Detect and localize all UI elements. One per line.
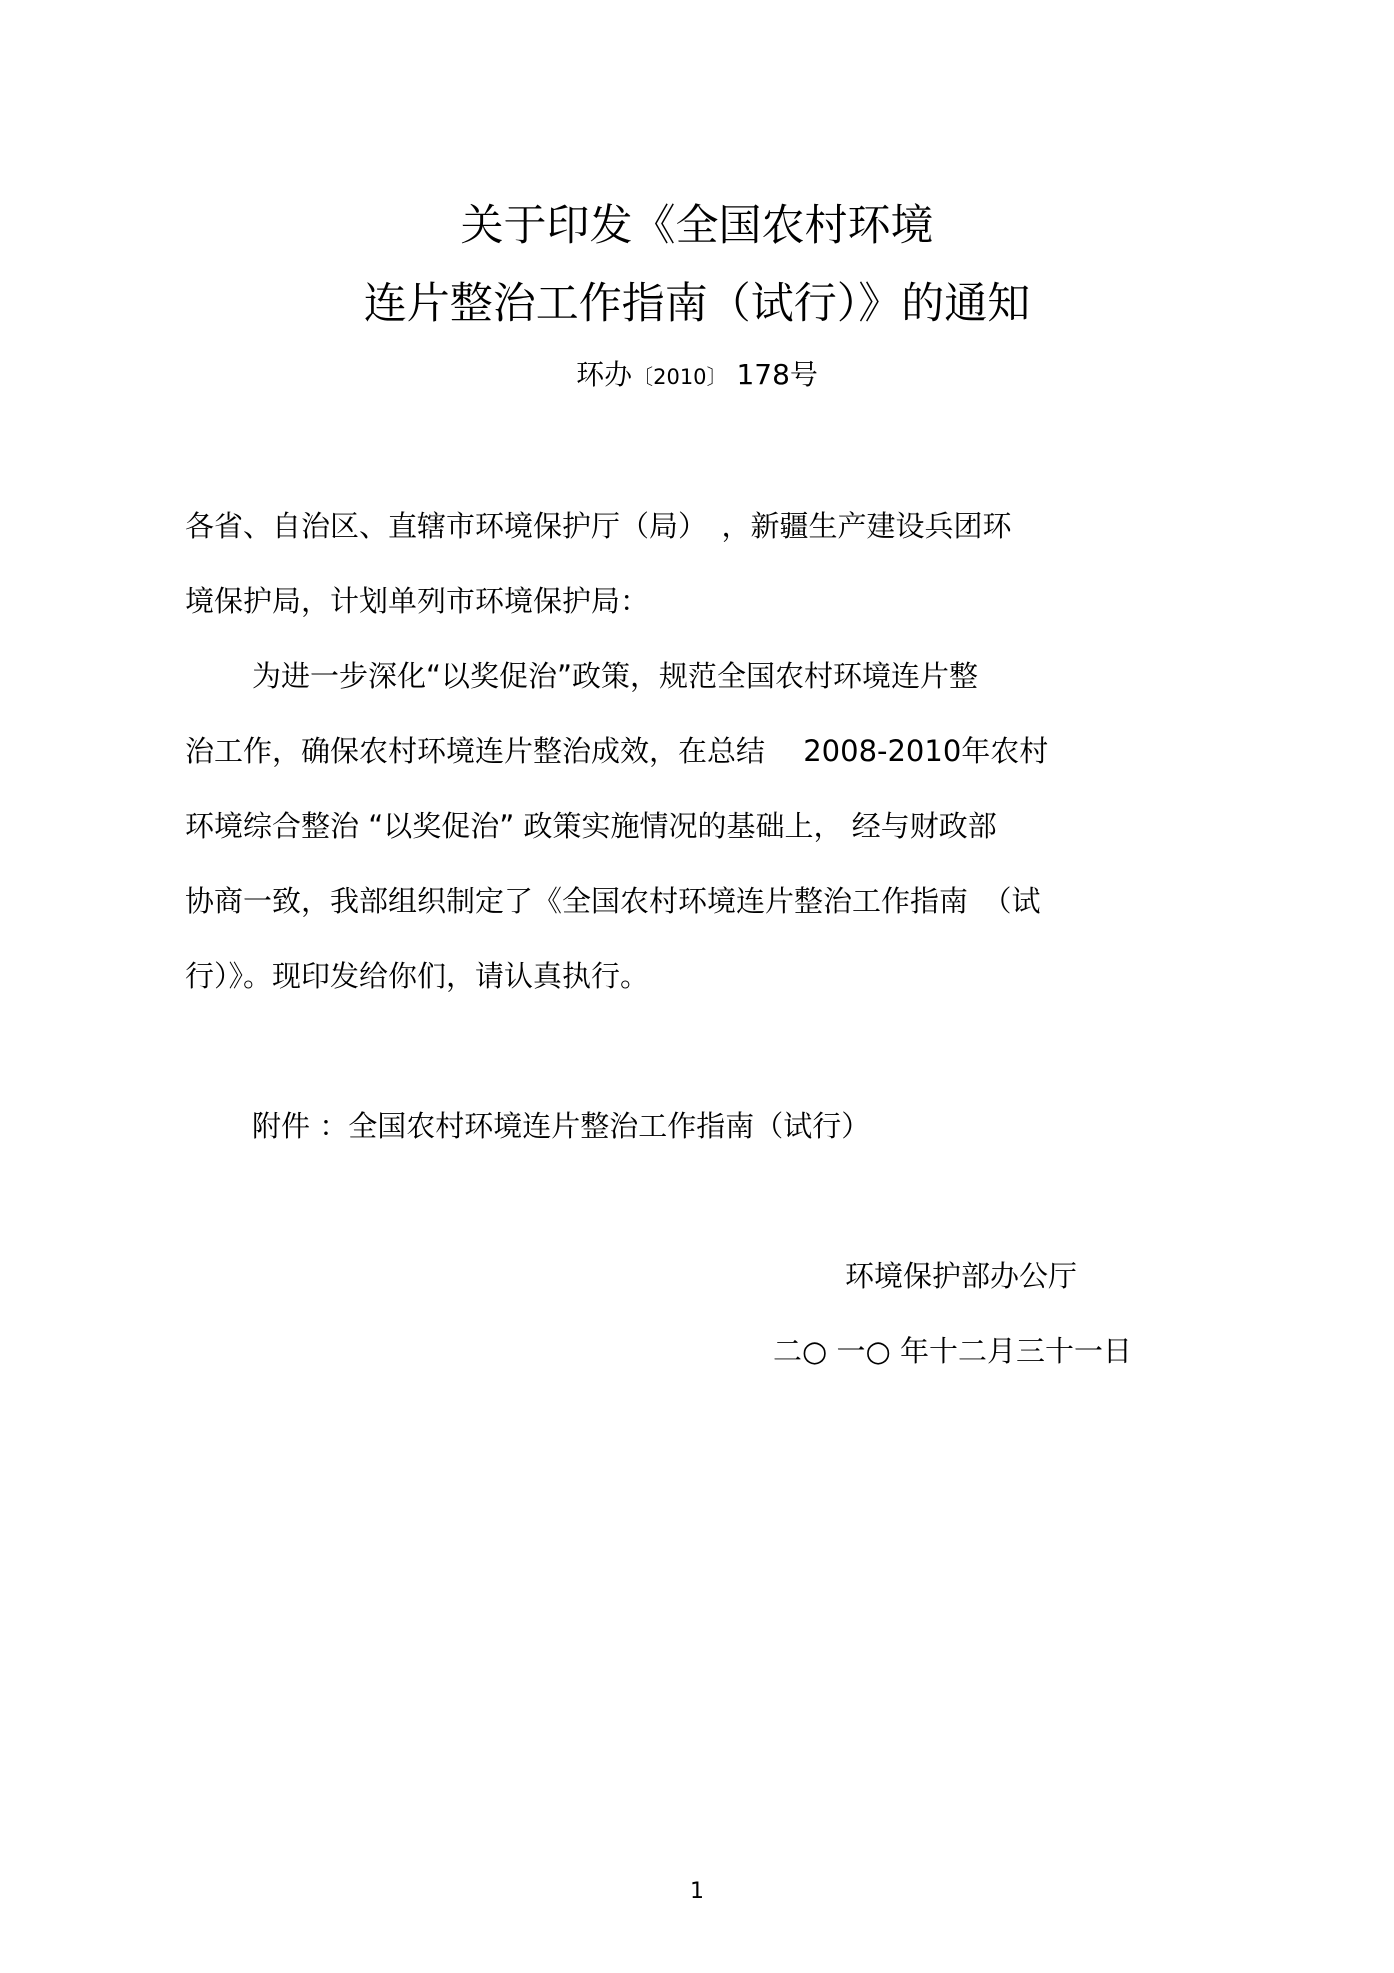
- document-title-line-1: 关于印发《全国农村环境: [460, 201, 934, 251]
- document-title-line-2: 连片整治工作指南（试行）》的通知: [363, 279, 1031, 329]
- body-paragraph-line-1: 为进一步深化“以奖促治”政策，规范全国农村环境连片整: [252, 659, 979, 693]
- doc-number-prefix: 环办: [576, 358, 633, 391]
- attachment-line: 附件 ：全国农村环境连片整治工作指南（试行）: [252, 1109, 871, 1143]
- recipients-line-1: 各省、自治区、直辖市环境保护厅（局） ，新疆生产建设兵团环: [185, 509, 1012, 543]
- body-paragraph-line-5: 行）》。现印发给你们，请认真执行。: [185, 959, 650, 993]
- doc-number-bracket-open: 〔: [632, 365, 654, 389]
- issuing-office: 环境保护部办公厅: [845, 1259, 1078, 1293]
- doc-number-bracket-close: 〕: [706, 365, 728, 389]
- body-paragraph-line-2: 治工作，确保农村环境连片整治成效，在总结 2008-2010年农村: [185, 734, 1049, 768]
- doc-number-year: 2010: [653, 365, 707, 389]
- document-number: [0, 357, 1394, 395]
- body-paragraph-line-4: 协商一致，我部组织制定了《全国农村环境连片整治工作指南 （试: [185, 884, 1041, 918]
- doc-number-value: 178号: [727, 358, 818, 391]
- issue-date: 二○ 一○ 年十二月三十一日: [773, 1334, 1133, 1368]
- page-number: 1: [690, 1879, 704, 1904]
- recipients-line-2: 境保护局，计划单列市环境保护局：: [185, 584, 650, 618]
- body-paragraph-line-3: 环境综合整治 “以奖促治” 政策实施情况的基础上， 经与财政部: [185, 809, 997, 843]
